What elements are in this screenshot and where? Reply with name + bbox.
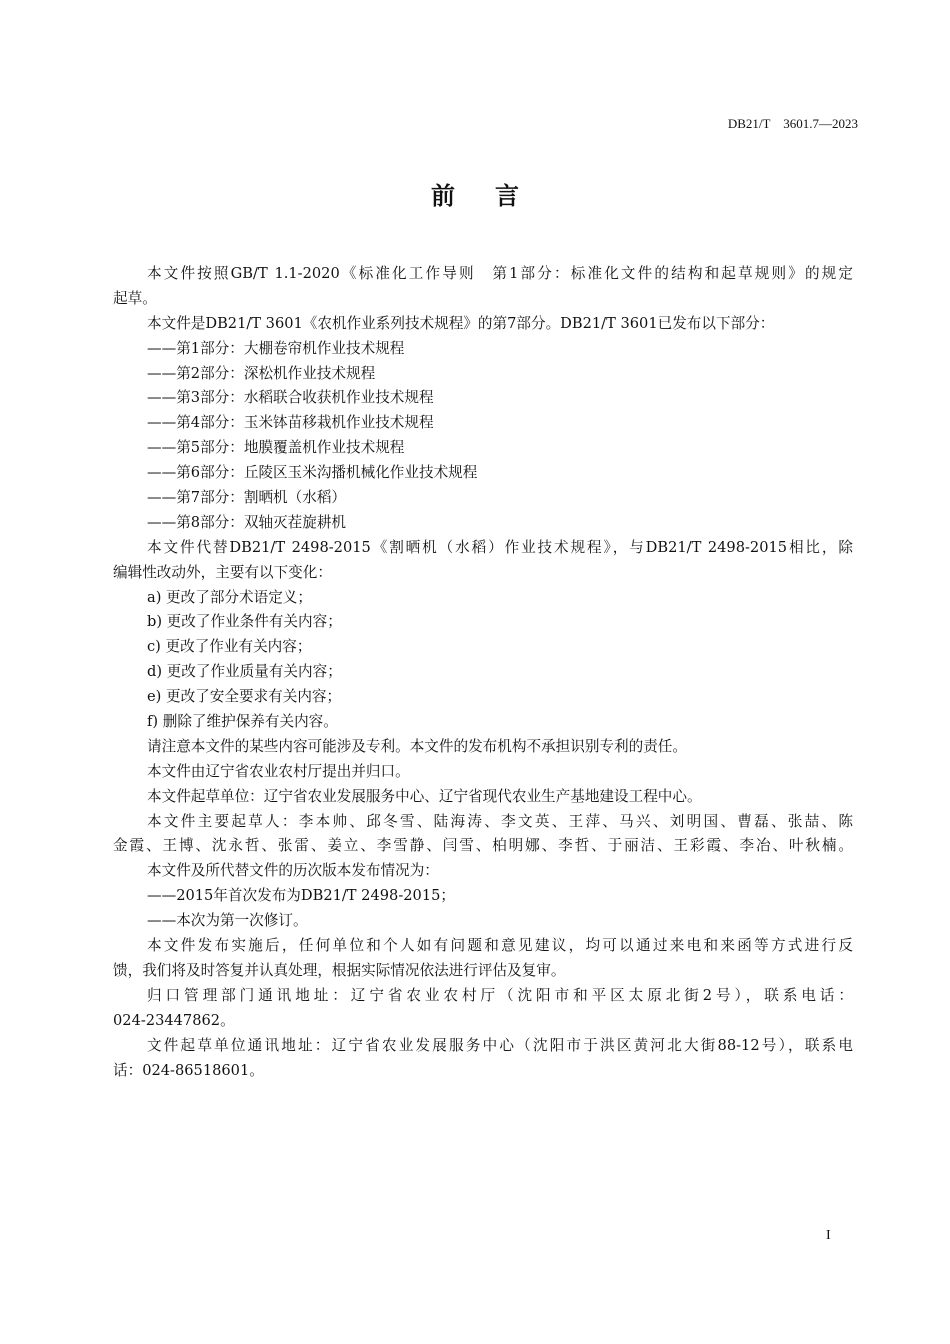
text-line: ——2015年首次发布为DB21/T 2498-2015； bbox=[147, 887, 455, 905]
text-line: 话：024-86518601。 bbox=[113, 1061, 264, 1079]
standard-code-header: DB21/T 3601.7—2023 bbox=[727, 116, 858, 131]
text-line: ——第6部分：丘陵区玉米沟播机械化作业技术规程 bbox=[147, 464, 478, 482]
text-line: 编辑性改动外，主要有以下变化： bbox=[113, 563, 332, 581]
text-line: ——第1部分：大棚卷帘机作业技术规程 bbox=[147, 339, 405, 357]
text-line: 请注意本文件的某些内容可能涉及专利。本文件的发布机构不承担识别专利的责任。 bbox=[147, 737, 687, 755]
text-line: 文件起草单位通讯地址：辽宁省农业发展服务中心（沈阳市于洪区黄河北大街88-12号），联系电 bbox=[147, 1036, 853, 1054]
text-line: ——第7部分：割晒机（水稻） bbox=[147, 489, 347, 507]
text-line: 本文件是DB21/T 3601《农机作业系列技术规程》的第7部分。DB21/T 3601已发布以下部分： bbox=[147, 314, 775, 332]
text-line: ——第4部分：玉米钵苗移栽机作业技术规程 bbox=[147, 414, 434, 432]
text-line: b) 更改了作业条件有关内容； bbox=[147, 613, 342, 631]
text-line: 起草。 bbox=[113, 289, 157, 307]
text-line: ——本次为第一次修订。 bbox=[147, 912, 308, 930]
page-number: I bbox=[826, 1228, 831, 1243]
text-line: 本文件按照GB/T 1.1-2020《标准化工作导则 第1部分：标准化文件的结构和起草规则》的规定 bbox=[147, 265, 853, 282]
text-line: 本文件起草单位：辽宁省农业发展服务中心、辽宁省现代农业生产基地建设工程中心。 bbox=[147, 787, 702, 805]
text-line: 归口管理部门通讯地址：辽宁省农业农村厅（沈阳市和平区太原北街2号），联系电话： bbox=[147, 986, 853, 1004]
text-line: c) 更改了作业有关内容； bbox=[147, 638, 312, 656]
text-line: d) 更改了作业质量有关内容； bbox=[147, 663, 342, 681]
text-line: 金霞、王博、沈永哲、张雷、姜立、李雪静、闫雪、柏明娜、李哲、于丽洁、王彩霞、李冶、叶秋楠。 bbox=[113, 837, 853, 855]
foreword-body bbox=[113, 262, 853, 1083]
page-title: 前言 bbox=[431, 182, 559, 210]
text-line: 本文件主要起草人：李本帅、邱冬雪、陆海涛、李文英、王萍、马兴、刘明国、曹磊、张喆、陈 bbox=[147, 812, 853, 830]
text-line: ——第2部分：深松机作业技术规程 bbox=[147, 364, 376, 382]
text-line: 本文件由辽宁省农业农村厅提出并归口。 bbox=[147, 762, 410, 780]
text-line: ——第3部分：水稻联合收获机作业技术规程 bbox=[147, 389, 434, 407]
text-line: e) 更改了安全要求有关内容； bbox=[147, 688, 342, 706]
text-line: a) 更改了部分术语定义； bbox=[147, 588, 312, 606]
text-line: f) 删除了维护保养有关内容。 bbox=[147, 713, 338, 731]
text-line: 024-23447862。 bbox=[113, 1011, 235, 1029]
text-line: 本文件发布实施后，任何单位和个人如有问题和意见建议，均可以通过来电和来函等方式进行反 bbox=[147, 937, 853, 955]
text-line: 本文件代替DB21/T 2498-2015《割晒机（水稻）作业技术规程》，与DB21/T 2498-2015相比，除 bbox=[147, 538, 853, 556]
text-line: ——第5部分：地膜覆盖机作业技术规程 bbox=[147, 439, 405, 457]
text-line: ——第8部分：双轴灭茬旋耕机 bbox=[147, 513, 347, 531]
text-line: 馈，我们将及时答复并认真处理，根据实际情况依法进行评估及复审。 bbox=[113, 961, 566, 979]
text-line: 本文件及所代替文件的历次版本发布情况为： bbox=[147, 862, 439, 880]
